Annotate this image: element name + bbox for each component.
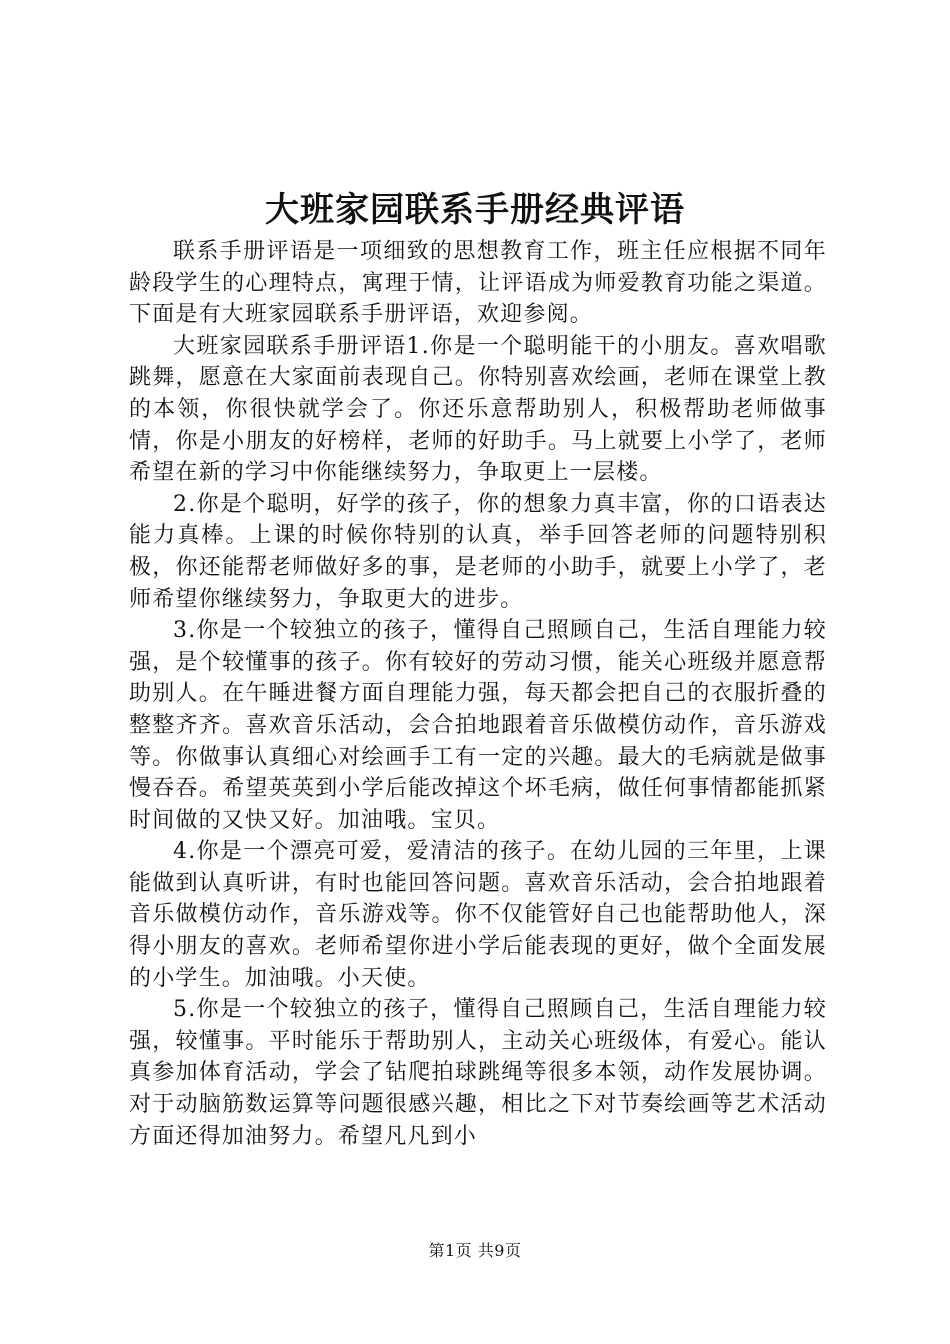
page-footer: 第1页 共9页 — [428, 1241, 522, 1260]
paragraph-comment-5: 5.你是一个较独立的孩子，懂得自己照顾自己，生活自理能力较强，较懂事。平时能乐于帮助别人，主动关心班级体，有爱心。能认真参加体育活动，学会了钻爬拍球跳绳等很多本领，动作发展协调。对于动脑筋数运算等问题很感兴趣，相比之下对节奏绘画等艺术活动方面还得加油努力。希望凡凡到小 — [129, 997, 827, 1149]
paragraph-comment-1: 大班家园联系手册评语1.你是一个聪明能干的小朋友。喜欢唱歌跳舞，愿意在大家面前表现自己。你特别喜欢绘画，老师在课堂上教的本领，你很快就学会了。你还乐意帮助别人，积极帮助老师做事情，你是小朋友的好榜样，老师的好助手。马上就要上小学了，老师希望在新的学习中你能继续努力，争取更上一层楼。 — [129, 333, 827, 486]
document-title: 大班家园联系手册经典评语 — [265, 190, 685, 230]
document-body — [129, 236, 827, 1152]
paragraph-comment-2: 2.你是个聪明，好学的孩子，你的想象力真丰富，你的口语表达能力真棒。上课的时候你特别的认真，举手回答老师的问题特别积极，你还能帮老师做好多的事，是老师的小助手，就要上小学了，老师希望你继续努力，争取更大的进步。 — [129, 491, 827, 612]
paragraph-intro: 联系手册评语是一项细致的思想教育工作，班主任应根据不同年龄段学生的心理特点，寓理于情，让评语成为师爱教育功能之渠道。下面是有大班家园联系手册评语，欢迎参阅。 — [129, 239, 827, 328]
paragraph-comment-4: 4.你是一个漂亮可爱，爱清洁的孩子。在幼儿园的三年里，上课能做到认真听讲，有时也能回答问题。喜欢音乐活动，会合拍地跟着音乐做模仿动作，音乐游戏等。你不仅能管好自己也能帮助他人，深得小朋友的喜欢。老师希望你进小学后能表现的更好，做个全面发展的小学生。加油哦。小天使。 — [129, 839, 827, 991]
paragraph-comment-3: 3.你是一个较独立的孩子，懂得自己照顾自己，生活自理能力较强，是个较懂事的孩子。你有较好的劳动习惯，能关心班级并愿意帮助别人。在午睡进餐方面自理能力强，每天都会把自己的衣服折叠的整整齐齐。喜欢音乐活动，会合拍地跟着音乐做模仿动作，音乐游戏等。你做事认真细心对绘画手工有一定的兴趣。最大的毛病就是做事慢吞吞。希望英英到小学后能改掉这个坏毛病，做任何事情都能抓紧时间做的又快又好。加油哦。宝贝。 — [129, 618, 827, 833]
